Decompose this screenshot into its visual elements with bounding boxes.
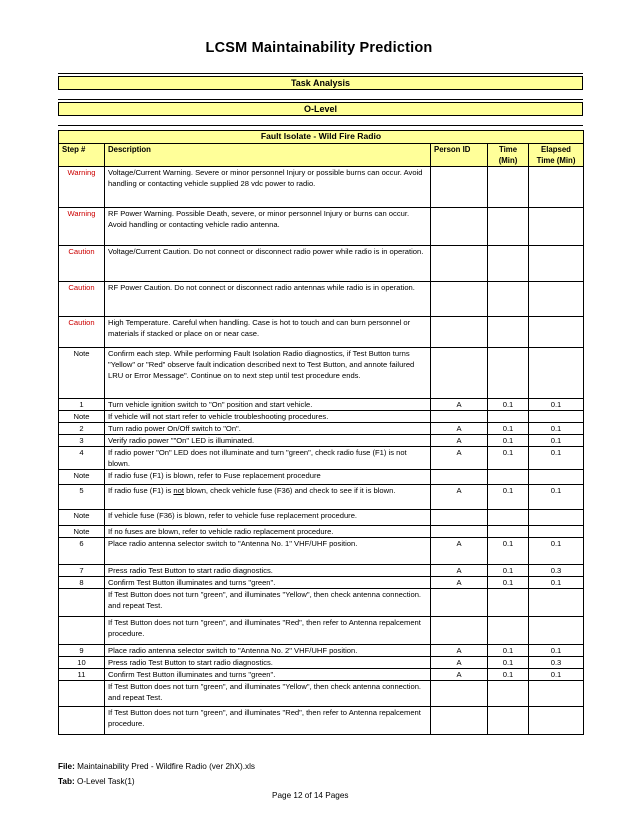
table-row bbox=[59, 669, 584, 681]
time-cell bbox=[488, 348, 529, 399]
elapsed-cell bbox=[529, 282, 584, 317]
description-cell: RF Power Warning. Possible Death, severe, or minor personnel Injury or burns can occur. Avoid handling or contacting vehicle radio antenna. bbox=[105, 208, 431, 246]
person-id-cell: A bbox=[431, 645, 488, 657]
elapsed-cell bbox=[529, 167, 584, 208]
person-id-cell: A bbox=[431, 577, 488, 589]
elapsed-cell: 0.1 bbox=[529, 538, 584, 565]
person-id-cell bbox=[431, 510, 488, 526]
description-cell: Press radio Test Button to start radio diagnostics. bbox=[105, 565, 431, 577]
description-cell: RF Power Caution. Do not connect or disconnect radio antennas while radio is in operation. bbox=[105, 282, 431, 317]
table-row bbox=[59, 317, 584, 348]
table-row bbox=[59, 657, 584, 669]
footer-tab-value: O-Level Task(1) bbox=[74, 777, 135, 786]
step-cell: Caution bbox=[59, 282, 105, 317]
person-id-cell: A bbox=[431, 565, 488, 577]
table-row bbox=[59, 348, 584, 399]
person-id-cell: A bbox=[431, 435, 488, 447]
header-step: Step # bbox=[59, 144, 105, 167]
step-cell: 10 bbox=[59, 657, 105, 669]
description-cell: Voltage/Current Caution. Do not connect or disconnect radio power while radio is in operation. bbox=[105, 246, 431, 282]
section-title: Fault Isolate - Wild Fire Radio bbox=[59, 131, 584, 144]
footer-tab bbox=[58, 777, 135, 786]
person-id-cell: A bbox=[431, 447, 488, 470]
elapsed-cell: 0.3 bbox=[529, 565, 584, 577]
step-cell: 11 bbox=[59, 669, 105, 681]
elapsed-cell bbox=[529, 470, 584, 485]
time-cell bbox=[488, 282, 529, 317]
time-cell bbox=[488, 167, 529, 208]
level-band: O-Level bbox=[58, 102, 583, 116]
step-cell: Note bbox=[59, 526, 105, 538]
step-cell: 9 bbox=[59, 645, 105, 657]
time-cell bbox=[488, 589, 529, 617]
description-cell: Confirm Test Button illuminates and turns "green". bbox=[105, 577, 431, 589]
person-id-cell: A bbox=[431, 423, 488, 435]
header-time: Time (Min) bbox=[488, 144, 529, 167]
time-cell bbox=[488, 317, 529, 348]
person-id-cell bbox=[431, 470, 488, 485]
elapsed-cell bbox=[529, 617, 584, 645]
step-cell: Note bbox=[59, 411, 105, 423]
step-cell: 7 bbox=[59, 565, 105, 577]
header-person-id: Person ID bbox=[431, 144, 488, 167]
person-id-cell bbox=[431, 167, 488, 208]
person-id-cell bbox=[431, 317, 488, 348]
elapsed-cell: 0.1 bbox=[529, 435, 584, 447]
description-cell: Confirm Test Button illuminates and turns "green". bbox=[105, 669, 431, 681]
page-number: Page 12 of 14 Pages bbox=[272, 791, 349, 800]
header-elapsed: Elapsed Time (Min) bbox=[529, 144, 584, 167]
table-row bbox=[59, 246, 584, 282]
page-title: LCSM Maintainability Prediction bbox=[205, 40, 433, 56]
table-row bbox=[59, 617, 584, 645]
step-cell: Warning bbox=[59, 167, 105, 208]
description-cell: Place radio antenna selector switch to "Antenna No. 1" VHF/UHF position. bbox=[105, 538, 431, 565]
step-cell bbox=[59, 707, 105, 735]
person-id-cell bbox=[431, 208, 488, 246]
task-table bbox=[58, 130, 584, 735]
description-emphasis: not bbox=[173, 486, 184, 495]
person-id-cell bbox=[431, 246, 488, 282]
step-cell: Note bbox=[59, 470, 105, 485]
elapsed-cell: 0.3 bbox=[529, 657, 584, 669]
footer-file bbox=[58, 762, 255, 771]
table-row bbox=[59, 485, 584, 510]
description-cell: If Test Button does not turn "green", and illuminates "Yellow", then check antenna connection. and repeat Test. bbox=[105, 681, 431, 707]
person-id-cell: A bbox=[431, 538, 488, 565]
time-cell bbox=[488, 707, 529, 735]
time-cell: 0.1 bbox=[488, 447, 529, 470]
table-row bbox=[59, 565, 584, 577]
person-id-cell: A bbox=[431, 657, 488, 669]
table-row bbox=[59, 470, 584, 485]
step-cell: 5 bbox=[59, 485, 105, 510]
step-cell bbox=[59, 589, 105, 617]
time-cell bbox=[488, 208, 529, 246]
table-row bbox=[59, 577, 584, 589]
elapsed-cell bbox=[529, 246, 584, 282]
person-id-cell: A bbox=[431, 485, 488, 510]
elapsed-cell: 0.1 bbox=[529, 645, 584, 657]
step-cell: Caution bbox=[59, 317, 105, 348]
step-cell: Note bbox=[59, 348, 105, 399]
table-row bbox=[59, 707, 584, 735]
column-header-row bbox=[59, 144, 584, 167]
elapsed-cell: 0.1 bbox=[529, 485, 584, 510]
description-cell: Verify radio power ""On" LED is illuminated. bbox=[105, 435, 431, 447]
description-text: If radio fuse (F1) is bbox=[108, 486, 174, 495]
person-id-cell bbox=[431, 589, 488, 617]
step-cell: 2 bbox=[59, 423, 105, 435]
table-row bbox=[59, 411, 584, 423]
table-row bbox=[59, 423, 584, 435]
description-cell: Press radio Test Button to start radio diagnostics. bbox=[105, 657, 431, 669]
time-cell: 0.1 bbox=[488, 645, 529, 657]
table-row bbox=[59, 282, 584, 317]
time-cell bbox=[488, 681, 529, 707]
person-id-cell bbox=[431, 282, 488, 317]
person-id-cell bbox=[431, 681, 488, 707]
table-row bbox=[59, 447, 584, 470]
description-cell: Turn vehicle ignition switch to "On" position and start vehicle. bbox=[105, 399, 431, 411]
step-cell: 4 bbox=[59, 447, 105, 470]
description-cell: Voltage/Current Warning. Severe or minor personnel Injury or possible burns can occur. Avoid handling or contacting vehicle supplied 28 vdc power to radio. bbox=[105, 167, 431, 208]
elapsed-cell: 0.1 bbox=[529, 447, 584, 470]
elapsed-cell: 0.1 bbox=[529, 669, 584, 681]
footer-file-value: Maintainability Pred - Wildfire Radio (ver 2hX).xls bbox=[74, 762, 256, 771]
description-cell bbox=[105, 485, 431, 510]
table-row bbox=[59, 167, 584, 208]
person-id-cell bbox=[431, 526, 488, 538]
description-cell: If vehicle fuse (F36) is blown, refer to vehicle fuse replacement procedure. bbox=[105, 510, 431, 526]
time-cell: 0.1 bbox=[488, 577, 529, 589]
description-text: blown, check vehicle fuse (F36) and check to see if it is blown. bbox=[183, 486, 396, 495]
elapsed-cell: 0.1 bbox=[529, 577, 584, 589]
time-cell: 0.1 bbox=[488, 669, 529, 681]
table-row bbox=[59, 681, 584, 707]
description-cell: If no fuses are blown, refer to vehicle radio replacement procedure. bbox=[105, 526, 431, 538]
person-id-cell: A bbox=[431, 669, 488, 681]
time-cell: 0.1 bbox=[488, 485, 529, 510]
person-id-cell: A bbox=[431, 399, 488, 411]
table-row bbox=[59, 538, 584, 565]
divider bbox=[58, 73, 583, 74]
elapsed-cell bbox=[529, 707, 584, 735]
elapsed-cell bbox=[529, 208, 584, 246]
elapsed-cell bbox=[529, 411, 584, 423]
description-cell: If radio power "On" LED does not illuminate and turn "green", check radio fuse (F1) is not blown. bbox=[105, 447, 431, 470]
step-cell: Warning bbox=[59, 208, 105, 246]
table-row bbox=[59, 589, 584, 617]
table-row bbox=[59, 399, 584, 411]
table-row bbox=[59, 208, 584, 246]
step-cell bbox=[59, 617, 105, 645]
elapsed-cell bbox=[529, 526, 584, 538]
person-id-cell bbox=[431, 707, 488, 735]
time-cell: 0.1 bbox=[488, 657, 529, 669]
step-cell: Note bbox=[59, 510, 105, 526]
elapsed-cell bbox=[529, 589, 584, 617]
task-analysis-band: Task Analysis bbox=[58, 76, 583, 90]
step-cell: Caution bbox=[59, 246, 105, 282]
description-cell: If Test Button does not turn "green", and illuminates "Yellow", then check antenna connection. and repeat Test. bbox=[105, 589, 431, 617]
footer-file-label: File: bbox=[58, 762, 75, 771]
step-cell bbox=[59, 681, 105, 707]
step-cell: 6 bbox=[59, 538, 105, 565]
table-row bbox=[59, 645, 584, 657]
person-id-cell bbox=[431, 411, 488, 423]
elapsed-cell bbox=[529, 510, 584, 526]
elapsed-cell bbox=[529, 348, 584, 399]
time-cell bbox=[488, 617, 529, 645]
step-cell: 3 bbox=[59, 435, 105, 447]
time-cell: 0.1 bbox=[488, 435, 529, 447]
time-cell: 0.1 bbox=[488, 399, 529, 411]
table-row bbox=[59, 435, 584, 447]
person-id-cell bbox=[431, 348, 488, 399]
description-cell: Confirm each step. While performing Fault Isolation Radio diagnostics, if Test Button turns "Yellow" or "Red" observe fault indication described next to Test Button, and annote failured LRU or Error Message". Continue on to next step until test procedure ends. bbox=[105, 348, 431, 399]
time-cell bbox=[488, 246, 529, 282]
description-cell: If Test Button does not turn "green", and illuminates "Red", then refer to Antenna repalcement procedure. bbox=[105, 707, 431, 735]
elapsed-cell: 0.1 bbox=[529, 423, 584, 435]
step-cell: 1 bbox=[59, 399, 105, 411]
description-cell: Place radio antenna selector switch to "Antenna No. 2" VHF/UHF position. bbox=[105, 645, 431, 657]
description-cell: Turn radio power On/Off switch to "On". bbox=[105, 423, 431, 435]
time-cell bbox=[488, 470, 529, 485]
time-cell: 0.1 bbox=[488, 538, 529, 565]
divider bbox=[58, 99, 583, 100]
time-cell: 0.1 bbox=[488, 565, 529, 577]
elapsed-cell: 0.1 bbox=[529, 399, 584, 411]
section-header-row bbox=[59, 131, 584, 144]
time-cell bbox=[488, 526, 529, 538]
divider bbox=[58, 125, 583, 126]
person-id-cell bbox=[431, 617, 488, 645]
step-cell: 8 bbox=[59, 577, 105, 589]
description-cell: If Test Button does not turn "green", and illuminates "Red", then refer to Antenna repalcement procedure. bbox=[105, 617, 431, 645]
time-cell bbox=[488, 411, 529, 423]
description-cell: High Temperature. Careful when handling. Case is hot to touch and can burn personnel or materials if stacked or place on or near case. bbox=[105, 317, 431, 348]
header-description: Description bbox=[105, 144, 431, 167]
footer-tab-label: Tab: bbox=[58, 777, 75, 786]
elapsed-cell bbox=[529, 317, 584, 348]
description-cell: If vehicle will not start refer to vehicle troubleshooting procedures. bbox=[105, 411, 431, 423]
elapsed-cell bbox=[529, 681, 584, 707]
description-cell: If radio fuse (F1) is blown, refer to Fuse replacement procedure bbox=[105, 470, 431, 485]
table-row bbox=[59, 526, 584, 538]
time-cell bbox=[488, 510, 529, 526]
table-row bbox=[59, 510, 584, 526]
time-cell: 0.1 bbox=[488, 423, 529, 435]
